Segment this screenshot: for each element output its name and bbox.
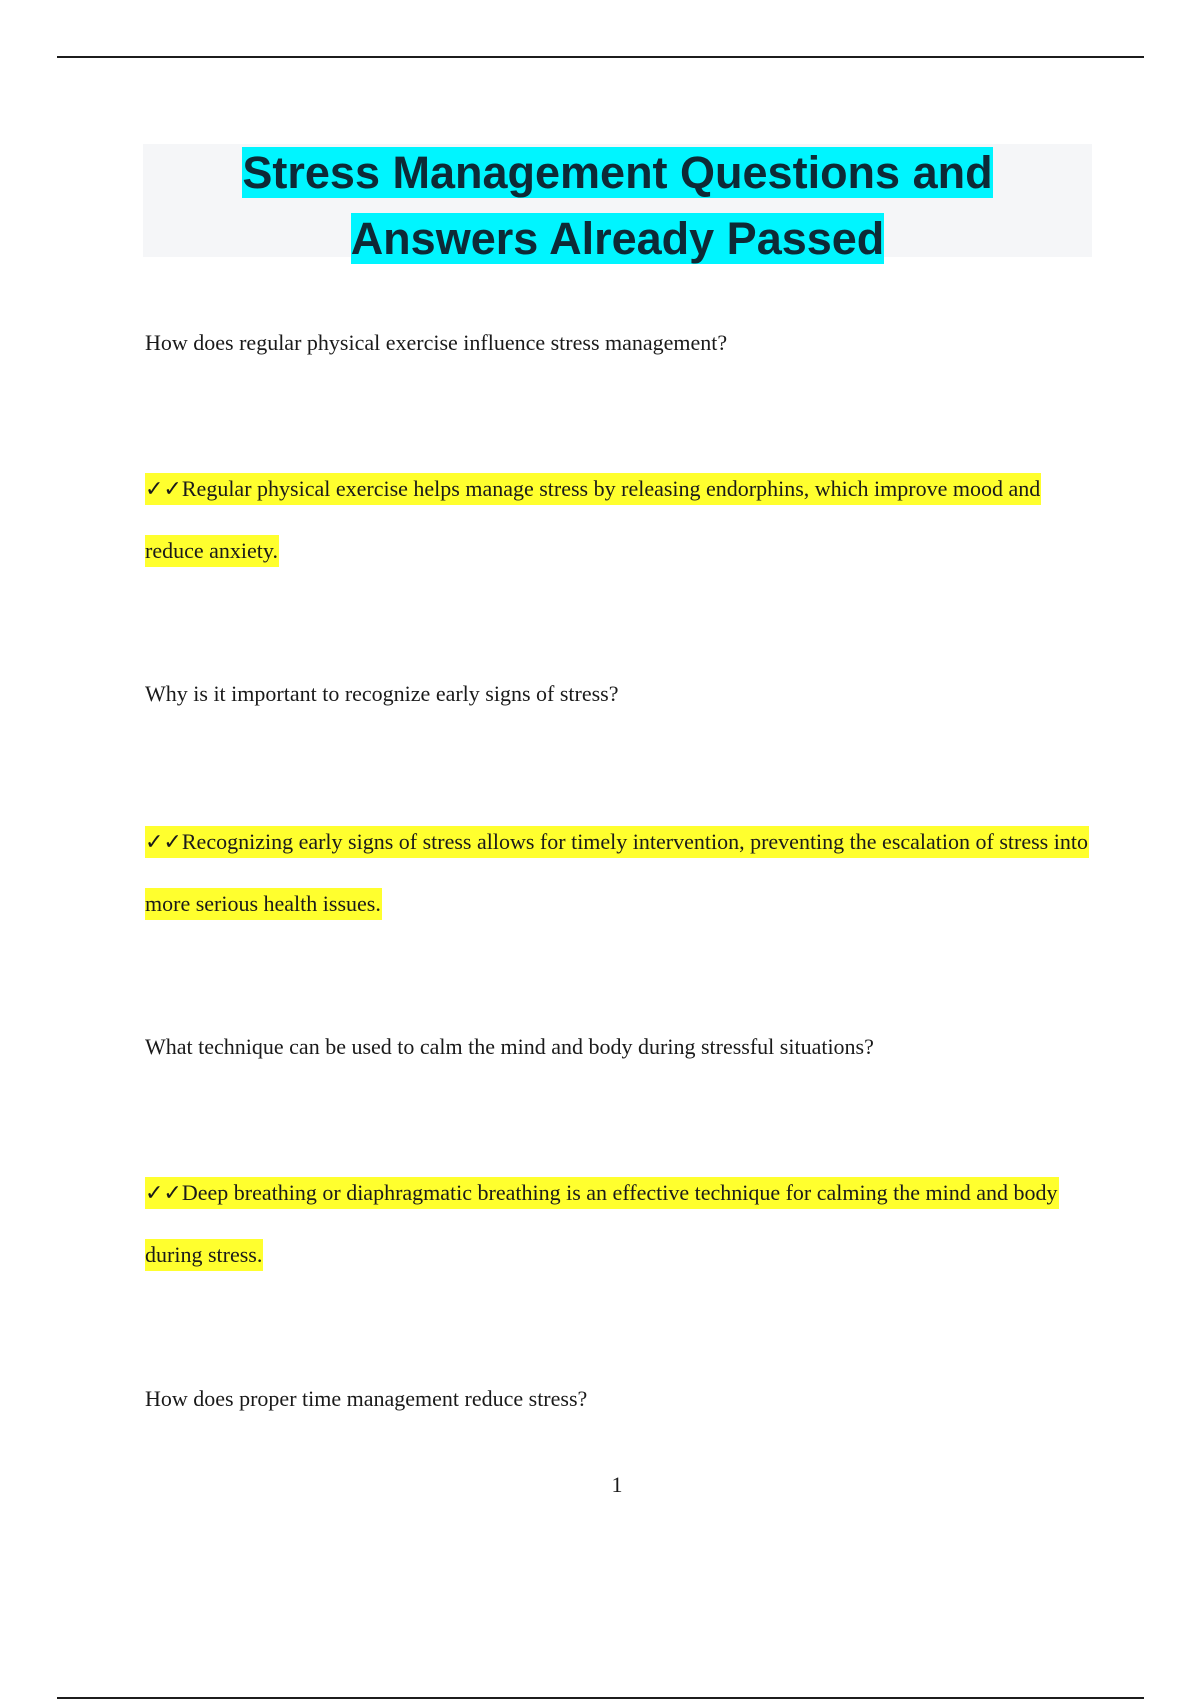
answer-3-highlight bbox=[145, 1177, 1059, 1271]
answer-1-highlight bbox=[145, 473, 1041, 567]
page-number: 1 bbox=[611, 1472, 623, 1497]
question-4: How does proper time management reduce stress? bbox=[145, 1386, 588, 1411]
document-title bbox=[143, 144, 1092, 277]
question-1: How does regular physical exercise influence stress management? bbox=[145, 330, 728, 355]
title-line-2: Answers Already Passed bbox=[350, 213, 885, 264]
question-3: What technique can be used to calm the mind and body during stressful situations? bbox=[145, 1034, 874, 1059]
answer-1 bbox=[145, 458, 1095, 581]
answer-3-text: Deep breathing or diaphragmatic breathing is an effective technique for calming the mind and body during stress. bbox=[145, 1180, 1058, 1267]
answer-2 bbox=[145, 811, 1095, 934]
check-marks-icon: ✓✓ bbox=[145, 830, 182, 855]
title-box bbox=[143, 144, 1092, 264]
check-marks-icon: ✓✓ bbox=[145, 477, 182, 502]
answer-1-text: Regular physical exercise helps manage stress by releasing endorphins, which improve mood and reduce anxiety. bbox=[145, 476, 1041, 563]
answer-3 bbox=[145, 1162, 1095, 1285]
answer-2-highlight bbox=[145, 826, 1089, 920]
check-marks-icon: ✓✓ bbox=[145, 1181, 182, 1206]
bottom-rule bbox=[57, 1697, 1144, 1699]
title-line-1: Stress Management Questions and bbox=[242, 147, 993, 198]
top-rule bbox=[57, 56, 1144, 58]
question-2: Why is it important to recognize early signs of stress? bbox=[145, 681, 619, 706]
answer-2-text: Recognizing early signs of stress allows for timely intervention, preventing the escalation of stress into more serious health issues. bbox=[145, 829, 1088, 916]
